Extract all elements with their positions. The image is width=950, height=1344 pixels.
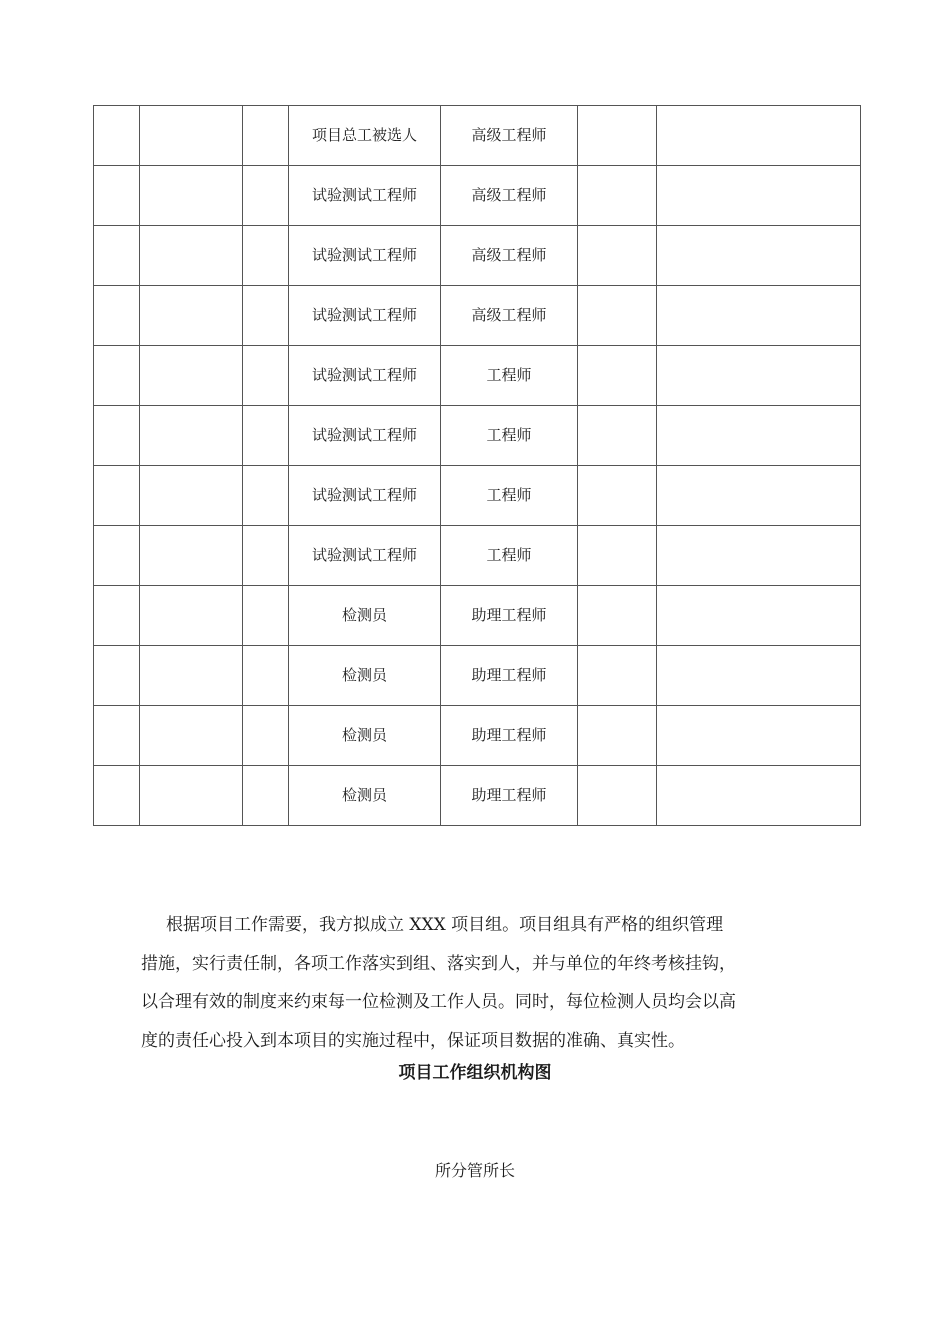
empty-cell xyxy=(578,466,657,526)
empty-cell xyxy=(657,586,861,646)
title-cell: 助理工程师 xyxy=(441,766,578,826)
empty-cell xyxy=(140,526,243,586)
empty-cell xyxy=(94,106,140,166)
empty-cell xyxy=(578,586,657,646)
empty-cell xyxy=(578,406,657,466)
empty-cell xyxy=(243,346,289,406)
position-cell: 试验测试工程师 xyxy=(289,406,441,466)
table-row xyxy=(94,286,861,346)
empty-cell xyxy=(94,166,140,226)
empty-cell xyxy=(94,766,140,826)
empty-cell xyxy=(243,226,289,286)
position-cell: 检测员 xyxy=(289,586,441,646)
position-cell: 试验测试工程师 xyxy=(289,346,441,406)
empty-cell xyxy=(657,706,861,766)
empty-cell xyxy=(578,166,657,226)
title-cell: 助理工程师 xyxy=(441,706,578,766)
empty-cell xyxy=(140,706,243,766)
title-cell: 工程师 xyxy=(441,346,578,406)
position-cell: 试验测试工程师 xyxy=(289,166,441,226)
project-description: 根据项目工作需要，我方拟成立 XXX 项目组。项目组具有严格的组织管理 措施，实行责任制，各项工作落实到组、落实到人，并与单位的年终考核挂钩， 以合理有效的制度来约束每一位检测及工作人员。同时，每位检测人员均会以高 度的责任心投入到本项目的实施过程中，保证项目数据的准确、真实性。 xyxy=(141,915,736,1051)
position-cell: 试验测试工程师 xyxy=(289,226,441,286)
empty-cell xyxy=(243,286,289,346)
empty-cell xyxy=(94,646,140,706)
empty-cell xyxy=(94,526,140,586)
empty-cell xyxy=(657,346,861,406)
position-cell: 检测员 xyxy=(289,766,441,826)
empty-cell xyxy=(578,346,657,406)
org-chart-title: 项目工作组织机构图 xyxy=(398,1063,552,1083)
empty-cell xyxy=(140,646,243,706)
empty-cell xyxy=(578,646,657,706)
title-cell: 工程师 xyxy=(441,526,578,586)
empty-cell xyxy=(140,766,243,826)
table-row xyxy=(94,106,861,166)
empty-cell xyxy=(578,706,657,766)
empty-cell xyxy=(94,466,140,526)
empty-cell xyxy=(94,286,140,346)
empty-cell xyxy=(578,286,657,346)
empty-cell xyxy=(243,586,289,646)
staff-table xyxy=(93,105,861,826)
empty-cell xyxy=(578,766,657,826)
title-cell: 工程师 xyxy=(441,406,578,466)
empty-cell xyxy=(657,766,861,826)
empty-cell xyxy=(140,106,243,166)
empty-cell xyxy=(140,226,243,286)
title-cell: 高级工程师 xyxy=(441,226,578,286)
position-cell: 试验测试工程师 xyxy=(289,286,441,346)
empty-cell xyxy=(657,646,861,706)
empty-cell xyxy=(243,166,289,226)
title-cell: 助理工程师 xyxy=(441,646,578,706)
empty-cell xyxy=(657,166,861,226)
table-row xyxy=(94,706,861,766)
empty-cell xyxy=(657,106,861,166)
table-row xyxy=(94,766,861,826)
empty-cell xyxy=(94,406,140,466)
empty-cell xyxy=(140,346,243,406)
table-row xyxy=(94,406,861,466)
empty-cell xyxy=(140,166,243,226)
empty-cell xyxy=(657,406,861,466)
empty-cell xyxy=(243,646,289,706)
empty-cell xyxy=(140,466,243,526)
empty-cell xyxy=(243,526,289,586)
empty-cell xyxy=(243,706,289,766)
position-cell: 检测员 xyxy=(289,706,441,766)
empty-cell xyxy=(657,286,861,346)
empty-cell xyxy=(243,766,289,826)
empty-cell xyxy=(140,286,243,346)
title-cell: 高级工程师 xyxy=(441,286,578,346)
org-chart-top-node: 所分管所长 xyxy=(434,1161,515,1180)
empty-cell xyxy=(243,466,289,526)
table-row xyxy=(94,646,861,706)
title-cell: 助理工程师 xyxy=(441,586,578,646)
empty-cell xyxy=(140,406,243,466)
empty-cell xyxy=(94,706,140,766)
empty-cell xyxy=(243,406,289,466)
position-cell: 项目总工被选人 xyxy=(289,106,441,166)
table-row xyxy=(94,346,861,406)
empty-cell xyxy=(94,226,140,286)
position-cell: 试验测试工程师 xyxy=(289,466,441,526)
position-cell: 试验测试工程师 xyxy=(289,526,441,586)
empty-cell xyxy=(94,586,140,646)
empty-cell xyxy=(243,106,289,166)
empty-cell xyxy=(657,466,861,526)
empty-cell xyxy=(578,226,657,286)
table-row xyxy=(94,226,861,286)
empty-cell xyxy=(578,526,657,586)
title-cell: 高级工程师 xyxy=(441,166,578,226)
title-cell: 工程师 xyxy=(441,466,578,526)
empty-cell xyxy=(657,526,861,586)
position-cell: 检测员 xyxy=(289,646,441,706)
title-cell: 高级工程师 xyxy=(441,106,578,166)
empty-cell xyxy=(578,106,657,166)
staff-table-body xyxy=(94,106,861,826)
empty-cell xyxy=(140,586,243,646)
empty-cell xyxy=(657,226,861,286)
empty-cell xyxy=(94,346,140,406)
table-row xyxy=(94,466,861,526)
table-row xyxy=(94,526,861,586)
table-row xyxy=(94,166,861,226)
table-row xyxy=(94,586,861,646)
